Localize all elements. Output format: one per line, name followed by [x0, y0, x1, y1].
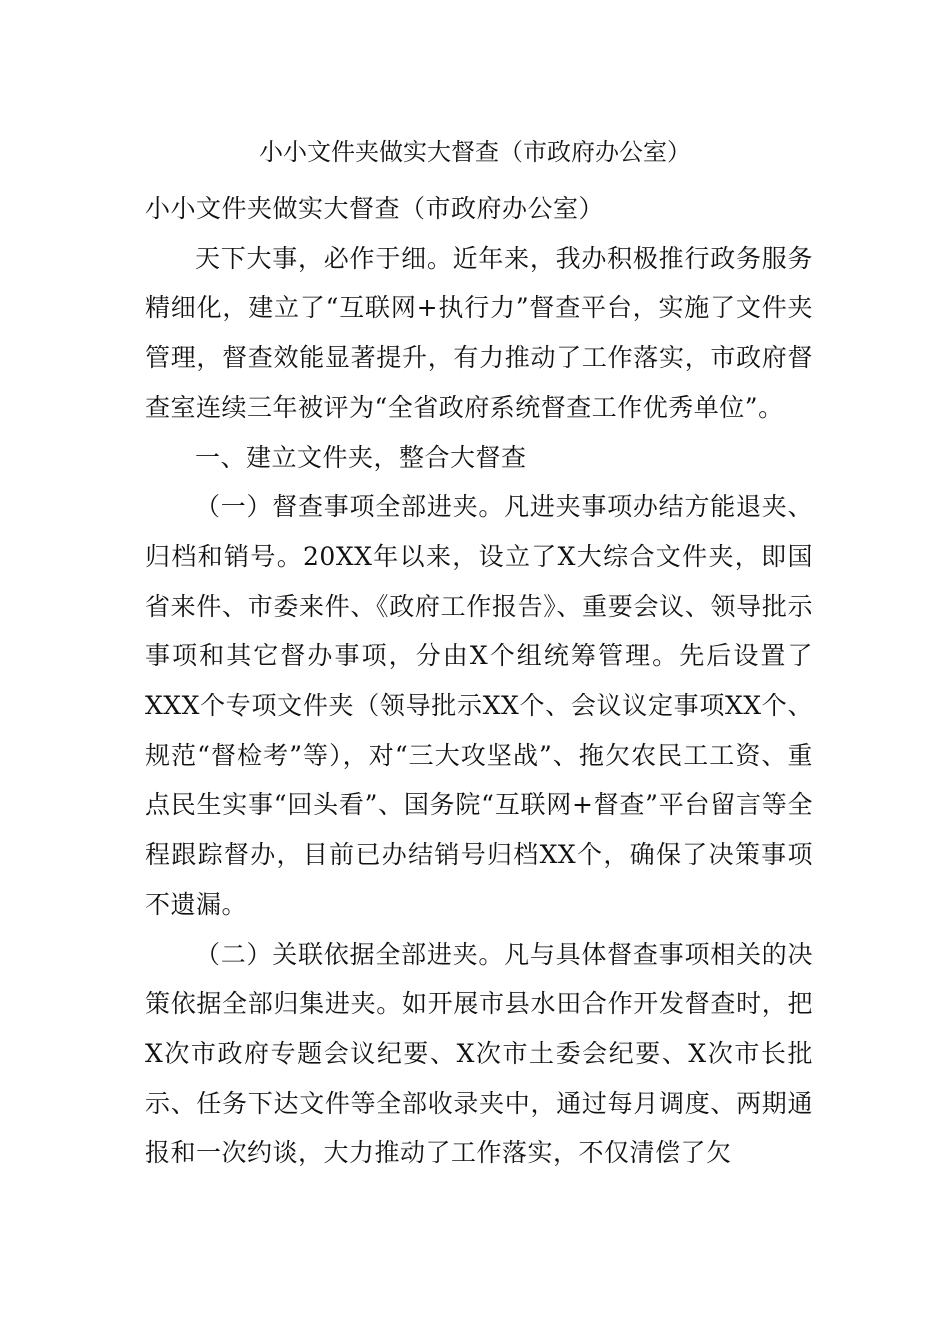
- paragraph-1-1: （一）督查事项全部进夹。凡进夹事项办结方能退夹、归档和销号。20XX年以来，设立了X大综合文件夹，即国省来件、市委来件、《政府工作报告》、重要会议、领导批示事项和其它督办事项，分由X个组统筹管理。先后设置了XXX个专项文件夹（领导批示XX个、会议议定事项XX个、规范“督检考”等），对“三大攻坚战”、拖欠农民工工资、重点民生实事“回头看”、国务院“互联网+督查”平台留言等全程跟踪督办，目前已办结销号归档XX个，确保了决策事项不遗漏。: [145, 492, 813, 919]
- paragraph-1-2: （二）关联依据全部进夹。凡与具体督查事项相关的决策依据全部归集进夹。如开展市县水田合作开发督查时，把X次市政府专题会议纪要、X次市土委会纪要、X次市长批示、任务下达文件等全部收录夹中，通过每月调度、两期通报和一次约谈，大力推动了工作落实，不仅清偿了欠: [145, 939, 813, 1168]
- document-title: 小小文件夹做实大督查（市政府办公室）: [259, 138, 691, 166]
- document-body: [145, 184, 813, 1178]
- paragraph-intro: 天下大事，必作于细。近年来，我办积极推行政务服务精细化，建立了“互联网+执行力”督查平台，实施了文件夹管理，督查效能显著提升，有力推动了工作落实，市政府督查室连续三年被评为“全省政府系统督查工作优秀单位”。: [145, 243, 813, 422]
- document-subtitle: 小小文件夹做实大督查（市政府办公室）: [145, 194, 605, 223]
- section-heading-1: 一、建立文件夹，整合大督查: [195, 442, 527, 472]
